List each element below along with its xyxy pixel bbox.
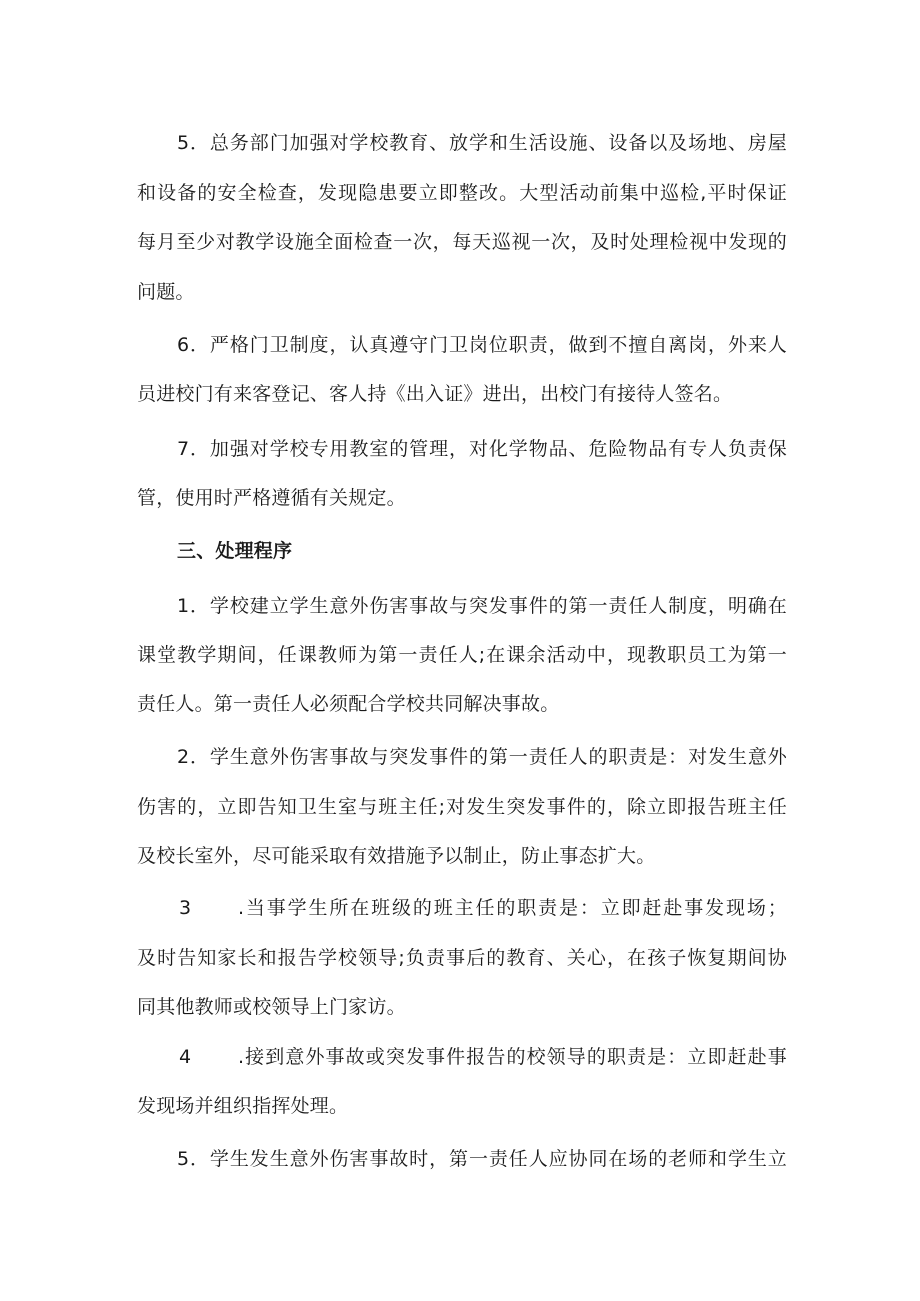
paragraph-5-line-3: 每月至少对教学设施全面检查一次，每天巡视一次，及时处理检视中发现的 (137, 231, 787, 253)
paragraph-5-line-4: 问题。 (137, 281, 195, 303)
paragraph-5-line-2: 和设备的安全检查，发现隐患要立即整改。大型活动前集中巡检,平时保证 (137, 182, 787, 204)
paragraph-7-line-1: 7．加强对学校专用教室的管理，对化学物品、危险物品有专人负责保 (177, 438, 787, 460)
paragraph-7-line-2: 管，使用时严格遵循有关规定。 (137, 487, 406, 509)
procedure-2-line-2: 伤害的，立即告知卫生室与班主任;对发生突发事件的，除立即报告班主任 (137, 796, 787, 818)
procedure-1-line-3: 责任人。第一责任人必须配合学校共同解决事故。 (137, 693, 560, 715)
section-heading: 三、处理程序 (177, 540, 293, 562)
paragraph-5-line-1: 5．总务部门加强对学校教育、放学和生活设施、设备以及场地、房屋 (177, 132, 787, 154)
procedure-1-line-1: 1．学校建立学生意外伤害事故与突发事件的第一责任人制度，明确在 (177, 595, 787, 617)
paragraph-6-line-2: 员进校门有来客登记、客人持《出入证》进出，出校门有接待人签名。 (137, 383, 733, 405)
procedure-2-line-3: 及校长室外，尽可能采取有效措施予以制止，防止事态扩大。 (137, 845, 656, 867)
procedure-3-line-1: .当事学生所在班级的班主任的职责是：立即赶赴事发现场； (238, 897, 787, 919)
procedure-4-line-1: .接到意外事故或突发事件报告的校领导的职责是：立即赶赴事 (238, 1046, 787, 1068)
procedure-4-line-2: 发现场并组织指挥处理。 (137, 1095, 349, 1117)
procedure-3-line-3: 同其他教师或校领导上门家访。 (137, 996, 406, 1018)
procedure-3-number: 3 (179, 897, 192, 919)
paragraph-6-line-1: 6．严格门卫制度，认真遵守门卫岗位职责，做到不擅自离岗，外来人 (177, 334, 787, 356)
procedure-5-line-1: 5．学生发生意外伤害事故时，第一责任人应协同在场的老师和学生立 (177, 1148, 787, 1170)
procedure-2-line-1: 2．学生意外伤害事故与突发事件的第一责任人的职责是：对发生意外 (177, 746, 787, 768)
procedure-3-line-2: 及时告知家长和报告学校领导;负责事后的教育、关心，在孩子恢复期间协 (137, 947, 787, 969)
procedure-4-number: 4 (179, 1046, 192, 1068)
procedure-1-line-2: 课堂教学期间，任课教师为第一责任人;在课余活动中，现教职员工为第一 (137, 644, 787, 666)
